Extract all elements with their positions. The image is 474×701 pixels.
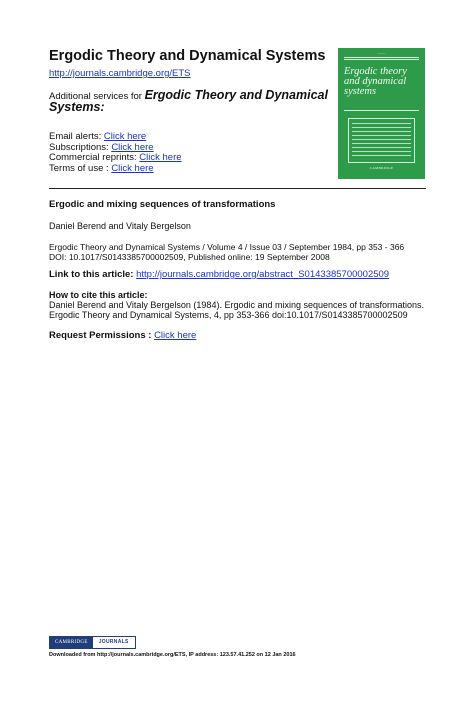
download-note: Downloaded from http://journals.cambridge.org/ETS, IP address: 123.57.41.252 on 12 Jan 2016 xyxy=(49,652,296,658)
cover-top-rule xyxy=(344,57,419,58)
journals-logo-text: JOURNALS xyxy=(93,637,135,648)
request-permissions-link[interactable]: Click here xyxy=(154,330,197,341)
cover-mid-rule xyxy=(344,110,419,111)
email-alerts-link[interactable]: Click here xyxy=(103,131,147,142)
cover-contents-box xyxy=(348,118,415,163)
subscriptions-link[interactable]: Click here xyxy=(111,141,154,153)
how-to-cite-label: How to cite this article: xyxy=(49,290,148,300)
cover-contents-line xyxy=(352,139,411,140)
cover-header-text: –––––– xyxy=(377,52,386,55)
article-authors: Daniel Berend and Vitaly Bergelson xyxy=(49,221,191,231)
additional-services-prefix: Additional services for xyxy=(49,91,145,102)
cambridge-logo-text: CAMBRIDGE xyxy=(50,637,93,648)
cite-line: Daniel Berend and Vitaly Bergelson (1984). Ergodic and mixing sequences of transformations. xyxy=(49,300,425,310)
cover-contents-line xyxy=(352,127,411,128)
cite-line: Ergodic Theory and Dynamical Systems, 4, pp 353-366 doi:10.1017/S0143385700002509 xyxy=(49,310,408,320)
journal-cover-image xyxy=(338,48,425,179)
how-to-cite xyxy=(49,290,424,320)
service-label: Email alerts: xyxy=(49,131,104,142)
service-label: Commercial reprints: xyxy=(49,152,140,163)
service-label: Subscriptions: xyxy=(49,141,112,153)
service-label: Terms of use : xyxy=(49,162,112,174)
cover-contents-line xyxy=(352,155,411,156)
cover-title-line: Ergodic theory xyxy=(344,66,407,77)
link-to-article xyxy=(49,269,389,280)
commercial-reprints-link[interactable]: Click here xyxy=(139,152,182,163)
request-permissions xyxy=(49,330,196,341)
cambridge-journals-logo xyxy=(49,636,136,649)
citation-line: Ergodic Theory and Dynamical Systems / Volume 4 / Issue 03 / September 1984, pp 353 - 366 xyxy=(49,242,405,252)
service-list xyxy=(49,132,182,174)
additional-services-journal: Ergodic Theory and Dynamical Systems: xyxy=(49,88,328,114)
cover-contents-line xyxy=(352,135,411,136)
cover-title-line: systems xyxy=(344,86,377,97)
additional-services-heading xyxy=(49,90,329,114)
service-terms-of-use xyxy=(49,164,182,175)
request-permissions-label: Request Permissions : xyxy=(49,330,155,341)
cover-contents-line xyxy=(352,151,411,152)
terms-of-use-link[interactable]: Click here xyxy=(111,162,154,174)
cover-top-rule-2 xyxy=(344,59,419,60)
cover-contents-line xyxy=(352,143,411,144)
cover-title-line: and dynamical xyxy=(344,76,407,87)
header-divider xyxy=(49,188,426,189)
cover-contents-line xyxy=(352,123,411,124)
cover-publisher: CAMBRIDGE xyxy=(369,166,394,170)
journal-url-link[interactable]: http://journals.cambridge.org/ETS xyxy=(49,68,191,79)
citation-line: DOI: 10.1017/S0143385700002509, Published online: 19 September 2008 xyxy=(49,252,330,262)
article-abstract-link[interactable]: http://journals.cambridge.org/abstract_S0143385700002509 xyxy=(136,269,390,280)
cover-contents-line xyxy=(352,147,411,148)
article-title: Ergodic and mixing sequences of transformations xyxy=(49,199,276,210)
article-citation xyxy=(49,242,404,262)
cover-title xyxy=(344,67,421,97)
link-to-article-label: Link to this article: xyxy=(49,269,137,280)
cover-contents-line xyxy=(352,131,411,132)
journal-title: Ergodic Theory and Dynamical Systems xyxy=(49,48,326,64)
